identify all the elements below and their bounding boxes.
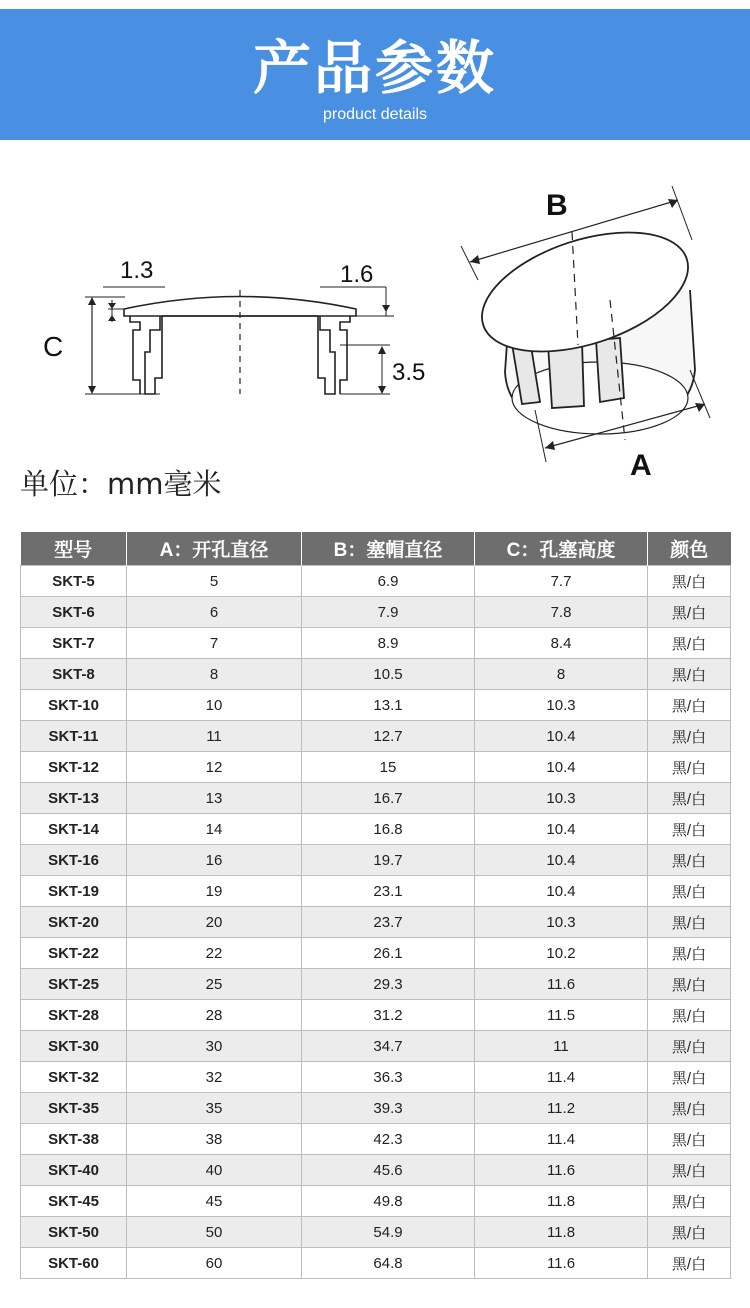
table-row [21, 628, 731, 659]
dim-label-1-3: 1.3 [120, 257, 154, 284]
cell-cap-diameter: 7.9 [302, 597, 475, 628]
table-row [21, 1155, 731, 1186]
cell-hole-diameter: 6 [127, 597, 302, 628]
cell-plug-height: 11.2 [475, 1093, 648, 1124]
cell-model: SKT-8 [21, 659, 127, 690]
table-row [21, 1186, 731, 1217]
cell-plug-height: 10.4 [475, 752, 648, 783]
cell-cap-diameter: 42.3 [302, 1124, 475, 1155]
cell-hole-diameter: 32 [127, 1062, 302, 1093]
cell-plug-height: 10.4 [475, 814, 648, 845]
table-row [21, 1093, 731, 1124]
cell-plug-height: 11.8 [475, 1186, 648, 1217]
table-row [21, 566, 731, 597]
cell-model: SKT-32 [21, 1062, 127, 1093]
cell-model: SKT-35 [21, 1093, 127, 1124]
cell-model: SKT-25 [21, 969, 127, 1000]
cell-cap-diameter: 16.7 [302, 783, 475, 814]
page-title: 产品参数 [252, 34, 497, 102]
dim-label-a: A [630, 449, 652, 482]
cell-color: 黑/白 [648, 1000, 731, 1031]
cell-hole-diameter: 20 [127, 907, 302, 938]
cell-hole-diameter: 38 [127, 1124, 302, 1155]
cell-hole-diameter: 30 [127, 1031, 302, 1062]
cell-hole-diameter: 7 [127, 628, 302, 659]
cell-plug-height: 7.8 [475, 597, 648, 628]
cell-model: SKT-38 [21, 1124, 127, 1155]
cell-model: SKT-10 [21, 690, 127, 721]
cell-model: SKT-13 [21, 783, 127, 814]
cell-model: SKT-45 [21, 1186, 127, 1217]
cell-plug-height: 11.5 [475, 1000, 648, 1031]
cell-plug-height: 11.4 [475, 1124, 648, 1155]
cell-cap-diameter: 12.7 [302, 721, 475, 752]
cell-color: 黑/白 [648, 597, 731, 628]
header-cap-diameter: B：塞帽直径 [302, 532, 475, 566]
cell-hole-diameter: 50 [127, 1217, 302, 1248]
table-row [21, 659, 731, 690]
perspective-view-drawing [461, 186, 710, 462]
header-color: 颜色 [648, 532, 731, 566]
cell-model: SKT-28 [21, 1000, 127, 1031]
cell-color: 黑/白 [648, 628, 731, 659]
cell-model: SKT-7 [21, 628, 127, 659]
cell-color: 黑/白 [648, 1186, 731, 1217]
table-row [21, 876, 731, 907]
table-row [21, 721, 731, 752]
cell-plug-height: 10.4 [475, 721, 648, 752]
table-row [21, 845, 731, 876]
cell-hole-diameter: 14 [127, 814, 302, 845]
cell-color: 黑/白 [648, 1031, 731, 1062]
cell-cap-diameter: 26.1 [302, 938, 475, 969]
table-row [21, 783, 731, 814]
cell-hole-diameter: 5 [127, 566, 302, 597]
cell-model: SKT-22 [21, 938, 127, 969]
cell-color: 黑/白 [648, 1248, 731, 1279]
cell-hole-diameter: 16 [127, 845, 302, 876]
table-row [21, 1217, 731, 1248]
table-header-row [21, 532, 731, 566]
cell-plug-height: 8 [475, 659, 648, 690]
cell-cap-diameter: 39.3 [302, 1093, 475, 1124]
cell-cap-diameter: 13.1 [302, 690, 475, 721]
table-row [21, 1062, 731, 1093]
cell-model: SKT-5 [21, 566, 127, 597]
dim-label-3-5: 3.5 [392, 359, 426, 386]
cell-hole-diameter: 10 [127, 690, 302, 721]
cell-cap-diameter: 49.8 [302, 1186, 475, 1217]
cell-hole-diameter: 8 [127, 659, 302, 690]
cell-cap-diameter: 10.5 [302, 659, 475, 690]
cell-color: 黑/白 [648, 721, 731, 752]
dim-label-b: B [546, 189, 568, 222]
cell-model: SKT-60 [21, 1248, 127, 1279]
cell-plug-height: 11.4 [475, 1062, 648, 1093]
cell-plug-height: 11.6 [475, 1248, 648, 1279]
header-hole-diameter: A：开孔直径 [127, 532, 302, 566]
cell-model: SKT-20 [21, 907, 127, 938]
cell-cap-diameter: 15 [302, 752, 475, 783]
cell-plug-height: 11.6 [475, 1155, 648, 1186]
header-model: 型号 [21, 532, 127, 566]
cell-color: 黑/白 [648, 814, 731, 845]
cell-model: SKT-11 [21, 721, 127, 752]
table-row [21, 597, 731, 628]
cell-cap-diameter: 23.7 [302, 907, 475, 938]
cell-model: SKT-19 [21, 876, 127, 907]
cell-plug-height: 8.4 [475, 628, 648, 659]
cell-cap-diameter: 31.2 [302, 1000, 475, 1031]
cell-color: 黑/白 [648, 845, 731, 876]
cell-model: SKT-14 [21, 814, 127, 845]
cell-hole-diameter: 11 [127, 721, 302, 752]
dim-label-c: C [43, 331, 64, 362]
cell-cap-diameter: 19.7 [302, 845, 475, 876]
cell-color: 黑/白 [648, 1093, 731, 1124]
cell-hole-diameter: 13 [127, 783, 302, 814]
cell-cap-diameter: 64.8 [302, 1248, 475, 1279]
unit-label: 单位：mm毫米 [20, 467, 222, 501]
cell-plug-height: 11 [475, 1031, 648, 1062]
cell-plug-height: 11.6 [475, 969, 648, 1000]
cell-color: 黑/白 [648, 876, 731, 907]
cell-plug-height: 10.3 [475, 783, 648, 814]
cell-color: 黑/白 [648, 969, 731, 1000]
cell-hole-diameter: 25 [127, 969, 302, 1000]
cell-hole-diameter: 19 [127, 876, 302, 907]
cell-color: 黑/白 [648, 907, 731, 938]
cell-model: SKT-40 [21, 1155, 127, 1186]
cell-hole-diameter: 35 [127, 1093, 302, 1124]
cell-color: 黑/白 [648, 1062, 731, 1093]
cell-hole-diameter: 60 [127, 1248, 302, 1279]
table-row [21, 1031, 731, 1062]
cell-cap-diameter: 23.1 [302, 876, 475, 907]
cell-cap-diameter: 36.3 [302, 1062, 475, 1093]
cell-plug-height: 11.8 [475, 1217, 648, 1248]
cell-plug-height: 10.3 [475, 907, 648, 938]
cell-cap-diameter: 8.9 [302, 628, 475, 659]
cell-plug-height: 7.7 [475, 566, 648, 597]
cell-color: 黑/白 [648, 1124, 731, 1155]
table-row [21, 1000, 731, 1031]
cell-hole-diameter: 12 [127, 752, 302, 783]
cell-model: SKT-50 [21, 1217, 127, 1248]
cell-color: 黑/白 [648, 1217, 731, 1248]
cell-plug-height: 10.2 [475, 938, 648, 969]
cell-color: 黑/白 [648, 690, 731, 721]
dim-label-1-6: 1.6 [340, 261, 374, 288]
cell-cap-diameter: 54.9 [302, 1217, 475, 1248]
table-row [21, 907, 731, 938]
cell-model: SKT-12 [21, 752, 127, 783]
cell-plug-height: 10.4 [475, 876, 648, 907]
cell-color: 黑/白 [648, 566, 731, 597]
cell-hole-diameter: 28 [127, 1000, 302, 1031]
table-row [21, 969, 731, 1000]
cell-model: SKT-30 [21, 1031, 127, 1062]
cell-model: SKT-6 [21, 597, 127, 628]
cell-color: 黑/白 [648, 659, 731, 690]
cell-cap-diameter: 34.7 [302, 1031, 475, 1062]
cell-hole-diameter: 40 [127, 1155, 302, 1186]
cell-hole-diameter: 45 [127, 1186, 302, 1217]
table-row [21, 752, 731, 783]
header-banner [0, 9, 750, 140]
table-row [21, 1248, 731, 1279]
cell-plug-height: 10.3 [475, 690, 648, 721]
table-row [21, 690, 731, 721]
cell-color: 黑/白 [648, 752, 731, 783]
cell-hole-diameter: 22 [127, 938, 302, 969]
table-row [21, 938, 731, 969]
table-row [21, 1124, 731, 1155]
cell-plug-height: 10.4 [475, 845, 648, 876]
dimension-diagram [0, 140, 750, 520]
cell-cap-diameter: 6.9 [302, 566, 475, 597]
cell-cap-diameter: 45.6 [302, 1155, 475, 1186]
cell-model: SKT-16 [21, 845, 127, 876]
cell-color: 黑/白 [648, 783, 731, 814]
front-view-drawing [85, 287, 394, 394]
cell-color: 黑/白 [648, 1155, 731, 1186]
cell-cap-diameter: 29.3 [302, 969, 475, 1000]
cell-color: 黑/白 [648, 938, 731, 969]
header-plug-height: C：孔塞高度 [475, 532, 648, 566]
cell-cap-diameter: 16.8 [302, 814, 475, 845]
table-row [21, 814, 731, 845]
spec-table [20, 532, 731, 1279]
page-subtitle: product details [322, 106, 428, 123]
